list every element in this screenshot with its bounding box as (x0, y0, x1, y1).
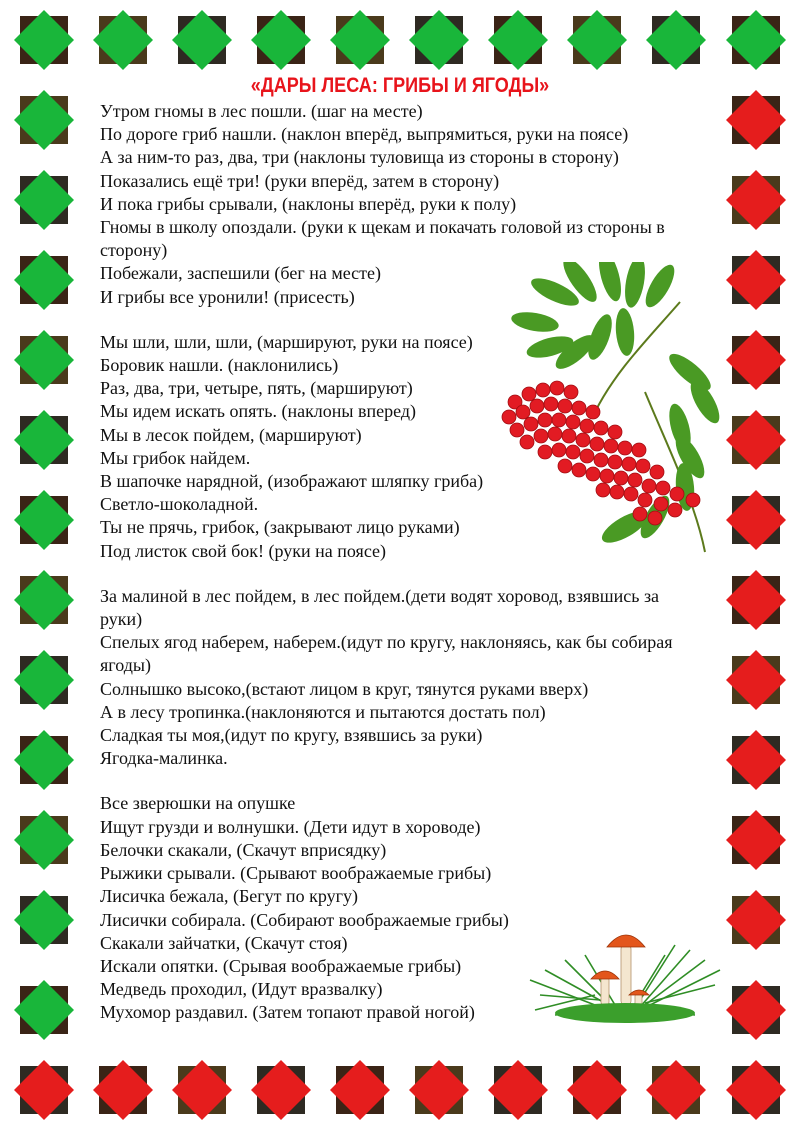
poem-line: Боровик нашли. (наклонились) (100, 355, 339, 376)
poem-line: Сладкая ты моя,(идут по кругу, взявшись за руки) (100, 725, 483, 746)
poem-line: Ищут грузди и волнушки. (Дети идут в хороводе) (100, 816, 481, 837)
poem-line: Мы идем искать опять. (наклоны вперед) (100, 401, 417, 422)
poem-line: Мы шли, шли, шли, (маршируют, руки на поясе) (100, 331, 473, 352)
poem-line: За малиной в лес пойдем, в лес пойдем.(дети водят хоровод, взявшись за руки) (100, 585, 660, 630)
poem-line: Под листок свой бок! (руки на поясе) (100, 540, 387, 561)
poem-line: Солнышко высоко,(встают лицом в круг, тянутся руками вверх) (100, 678, 589, 699)
poem-line: В шапочке нарядной, (изображают шляпку гриба) (100, 471, 484, 492)
poem-line: А в лесу тропинка.(наклоняются и пытаются достать пол) (100, 701, 546, 722)
poem-line: Мухомор раздавил. (Затем топают правой ногой) (100, 1002, 475, 1023)
poem-line: Скакали зайчатки, (Скачут стоя) (100, 932, 348, 953)
poem-line: Белочки скакали, (Скачут вприсядку) (100, 839, 387, 860)
poem-line: А за ним-то раз, два, три (наклоны туловища из стороны в сторону) (100, 147, 619, 168)
mushrooms-grass-illustration (525, 915, 725, 1030)
stanza-3 (100, 585, 700, 771)
poem-line: И пока грибы срывали, (наклоны вперёд, руки к полу) (100, 193, 517, 214)
page-title: «ДАРЫ ЛЕСА: ГРИБЫ И ЯГОДЫ» (250, 74, 550, 97)
poem-line: Медведь проходил, (Идут вразвалку) (100, 979, 383, 1000)
poem-line: Все зверюшки на опушке (100, 793, 296, 814)
poem-body (100, 100, 700, 1047)
poem-line: Рыжики срывали. (Срывают воображаемые грибы) (100, 863, 492, 884)
poem-line: Ты не прячь, грибок, (закрывают лицо руками) (100, 517, 460, 538)
rowan-branch-illustration (495, 262, 725, 562)
poem-line: По дороге гриб нашли. (наклон вперёд, выпрямиться, руки на поясе) (100, 124, 629, 145)
poem-line: Раз, два, три, четыре, пять, (маршируют) (100, 378, 413, 399)
poem-line: Светло-шоколадной. (100, 494, 259, 515)
poem-line: Спелых ягод наберем, наберем.(идут по кругу, наклоняясь, как бы собирая ягоды) (100, 632, 673, 676)
poem-line: Мы в лесок пойдем, (маршируют) (100, 424, 362, 445)
poem-line: И грибы все уронили! (присесть) (100, 286, 355, 307)
poem-line: Лисичка бежала, (Бегут по кругу) (100, 886, 359, 907)
poem-line: Лисички собирала. (Собирают воображаемые грибы) (100, 909, 509, 930)
poem-line: Показались ещё три! (руки вперёд, затем в сторону) (100, 170, 500, 191)
poem-line: Ягодка-малинка. (100, 748, 228, 769)
poem-line: Гномы в школу опоздали. (руки к щекам и покачать головой из стороны в сторону) (100, 217, 665, 261)
poem-line: Мы грибок найдем. (100, 447, 251, 468)
poem-line: Искали опятки. (Срывая воображаемые грибы) (100, 955, 462, 976)
poem-line: Побежали, заспешили (бег на месте) (100, 263, 382, 284)
poem-line: Утром гномы в лес пошли. (шаг на месте) (100, 101, 423, 121)
